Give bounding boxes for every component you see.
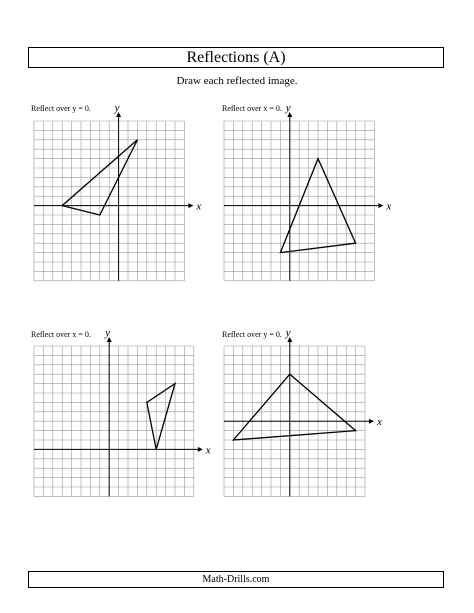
footer (28, 571, 444, 588)
footer-text: Math-Drills.com (202, 574, 270, 585)
x-axis-label: x (386, 200, 392, 213)
triangle-shape (233, 374, 355, 440)
x-axis-label: x (196, 200, 202, 213)
x-axis-arrow-icon (369, 419, 374, 424)
grid-lines (34, 346, 194, 496)
grid-lines (224, 121, 374, 281)
y-axis-label: y (285, 327, 291, 339)
y-axis-label: y (114, 102, 120, 114)
x-axis-label: x (377, 416, 382, 429)
title-text: Reflections (A) (186, 48, 286, 66)
worksheet-title (28, 47, 444, 68)
x-axis-arrow-icon (188, 203, 193, 208)
y-axis-label: y (285, 102, 291, 114)
problem-1-label: Reflect over y = 0. (31, 104, 91, 113)
problem-3-label: Reflect over x = 0. (31, 330, 91, 339)
x-axis-arrow-icon (198, 447, 203, 452)
instructions-text: Draw each reflected image. (176, 75, 298, 87)
problem-4-label: Reflect over y = 0. (222, 330, 282, 339)
x-axis-label: x (205, 444, 211, 457)
triangle-shape (147, 384, 175, 450)
grid-lines (34, 121, 184, 281)
y-axis-label: y (105, 327, 111, 339)
x-axis-arrow-icon (378, 203, 383, 208)
problem-2-label: Reflect over x = 0. (222, 104, 282, 113)
